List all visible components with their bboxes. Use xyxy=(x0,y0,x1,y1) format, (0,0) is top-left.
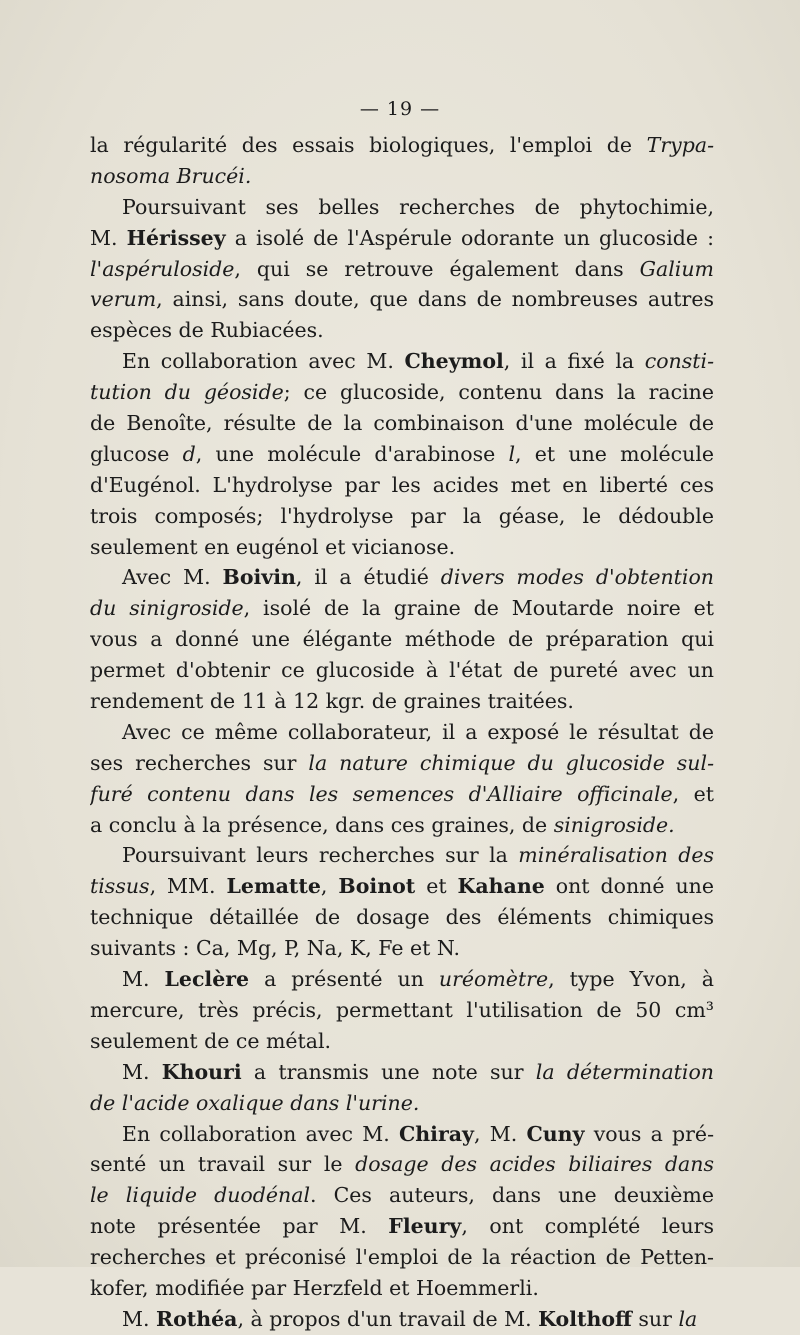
text-segment: . Ces auteurs, dans une deuxième xyxy=(310,1183,714,1208)
bold-name: Kolthoff xyxy=(538,1306,632,1331)
text-line xyxy=(90,1057,714,1088)
text-line xyxy=(90,562,714,593)
italic-segment: la xyxy=(678,1306,698,1331)
text-segment: a présenté un xyxy=(249,967,439,992)
bold-name: Rothéa xyxy=(156,1306,238,1331)
text-line xyxy=(90,192,714,223)
text-segment: , et une molécule xyxy=(515,441,714,466)
bold-name: Lematte xyxy=(226,874,321,899)
text-segment: recherches et préconisé l'emploi de la réaction de Petten- xyxy=(90,1245,714,1270)
text-line xyxy=(90,717,714,748)
text-segment: , il a étudié xyxy=(295,565,441,590)
text-line xyxy=(90,779,714,810)
text-segment: de Benoîte, résulte de la combinaison d'une molécule de xyxy=(90,411,714,436)
text-segment: M. xyxy=(90,225,127,250)
italic-segment: minéralisation des xyxy=(518,843,714,868)
text-segment: ; ce glucoside, contenu dans la racine xyxy=(283,380,714,405)
text-segment: ses recherches sur xyxy=(90,750,309,775)
text-line xyxy=(90,501,714,532)
italic-segment: dosage des acides biliaires dans xyxy=(355,1152,714,1177)
text-line xyxy=(90,284,714,315)
italic-segment: la détermination xyxy=(535,1059,714,1084)
italic-segment: de l'acide oxalique dans l'urine. xyxy=(90,1090,420,1115)
text-line xyxy=(90,532,714,563)
text-line xyxy=(90,871,714,902)
text-line xyxy=(90,346,714,377)
text-line xyxy=(90,470,714,501)
text-line xyxy=(90,1211,714,1242)
bold-name: Hérissey xyxy=(126,225,226,250)
bold-name: Leclère xyxy=(164,967,250,992)
text-line xyxy=(90,161,714,192)
italic-segment: divers modes d'obtention xyxy=(440,565,714,590)
italic-segment: consti- xyxy=(644,349,714,374)
text-segment: vous a pré- xyxy=(584,1121,714,1146)
text-line xyxy=(90,933,714,964)
text-line xyxy=(90,1149,714,1180)
italic-segment: Trypa- xyxy=(646,133,714,157)
text-segment: , il a fixé la xyxy=(503,349,645,374)
text-segment: seulement de ce métal. xyxy=(90,1028,332,1053)
italic-segment: verum xyxy=(90,287,157,312)
text-segment: M. xyxy=(122,1306,157,1331)
bold-name: Cuny xyxy=(526,1121,585,1146)
bold-name: Boivin xyxy=(222,565,296,590)
bold-name: Cheymol xyxy=(404,349,504,374)
text-line xyxy=(90,1119,714,1150)
text-segment: suivants : Ca, Mg, P, Na, K, Fe et N. xyxy=(90,936,461,961)
text-segment: , M. xyxy=(473,1121,527,1146)
text-segment: mercure, très précis, permettant l'utilisation de 50 cm³ xyxy=(90,997,714,1022)
text-line xyxy=(90,995,714,1026)
text-segment: la régularité des essais biologiques, l'emploi de xyxy=(90,133,647,157)
italic-segment: l xyxy=(508,441,516,466)
text-segment: , MM. xyxy=(149,874,227,899)
text-line xyxy=(90,655,714,686)
text-segment: M. xyxy=(122,1059,162,1084)
text-segment: , qui se retrouve également dans xyxy=(234,256,640,281)
text-line xyxy=(90,624,714,655)
text-segment: , et xyxy=(672,781,714,806)
text-segment: note présentée par M. xyxy=(90,1214,389,1239)
text-line xyxy=(90,408,714,439)
text-segment: , une molécule d'arabinose xyxy=(195,441,509,466)
text-segment: , à propos d'un travail de M. xyxy=(237,1306,539,1331)
bold-name: Khouri xyxy=(161,1059,242,1084)
text-segment: , type Yvon, à xyxy=(548,967,714,992)
text-segment: Poursuivant ses belles recherches de phytochimie, xyxy=(122,194,714,219)
text-line xyxy=(90,593,714,624)
text-line xyxy=(90,1180,714,1211)
italic-segment: Galium xyxy=(639,256,714,281)
text-line xyxy=(90,254,714,285)
text-line xyxy=(90,748,714,779)
text-segment: trois composés; l'hydrolyse par la géase, le dédouble xyxy=(90,503,714,528)
page-number: — 19 — xyxy=(359,98,441,120)
italic-segment: sinigroside. xyxy=(553,812,675,837)
text-segment: rendement de 11 à 12 kgr. de graines traitées. xyxy=(90,689,574,714)
text-line xyxy=(90,840,714,871)
italic-segment: tissus xyxy=(90,874,150,899)
body-text xyxy=(90,130,714,1335)
bold-name: Boinot xyxy=(338,874,416,899)
italic-segment: nosoma Brucéi. xyxy=(90,163,252,188)
text-segment: permet d'obtenir ce glucoside à l'état de pureté avec un xyxy=(90,658,714,683)
text-line xyxy=(90,902,714,933)
text-segment: En collaboration avec M. xyxy=(122,349,405,374)
text-segment: vous a donné une élégante méthode de préparation qui xyxy=(90,627,714,652)
text-line xyxy=(90,130,714,161)
text-segment: , xyxy=(320,874,339,899)
text-segment: sur xyxy=(631,1306,679,1331)
text-line xyxy=(90,315,714,346)
text-segment: ont donné une xyxy=(544,874,714,899)
text-line xyxy=(90,1273,714,1304)
italic-segment: le liquide duodénal xyxy=(90,1183,311,1208)
bold-name: Fleury xyxy=(388,1214,462,1239)
italic-segment: la nature chimique du glucoside sul- xyxy=(308,750,714,775)
text-line xyxy=(90,964,714,995)
text-segment: et xyxy=(415,874,458,899)
text-line xyxy=(90,223,714,254)
text-segment: technique détaillée de dosage des éléments chimiques xyxy=(90,905,714,930)
text-segment: senté un travail sur le xyxy=(90,1152,356,1177)
text-line xyxy=(90,1088,714,1119)
text-segment: a isolé de l'Aspérule odorante un glucoside : xyxy=(225,225,714,250)
text-segment: kofer, modifiée par Herzfeld et Hoemmerli. xyxy=(90,1275,539,1300)
text-segment: Avec M. xyxy=(122,565,223,590)
text-segment: a transmis une note sur xyxy=(241,1059,536,1084)
text-segment: , ont complété leurs xyxy=(461,1214,714,1239)
text-segment: , isolé de la graine de Moutarde noire et xyxy=(243,596,714,621)
bold-name: Kahane xyxy=(457,874,545,899)
italic-segment: uréomètre xyxy=(438,967,549,992)
text-line xyxy=(90,439,714,470)
italic-segment: furé contenu dans les semences d'Alliaire officinale xyxy=(90,781,673,806)
italic-segment: du sinigroside xyxy=(90,596,244,621)
text-segment: Avec ce même collaborateur, il a exposé le résultat de xyxy=(122,719,714,744)
text-segment: a conclu à la présence, dans ces graines, de xyxy=(90,812,554,837)
text-segment: glucose xyxy=(90,441,183,466)
bold-name: Chiray xyxy=(398,1121,474,1146)
text-line xyxy=(90,377,714,408)
text-segment: Poursuivant leurs recherches sur la xyxy=(122,843,519,868)
text-line xyxy=(90,1304,714,1335)
italic-segment: l'aspéruloside xyxy=(90,256,235,281)
italic-segment: d xyxy=(182,441,196,466)
text-segment: M. xyxy=(122,967,165,992)
text-segment: seulement en eugénol et vicianose. xyxy=(90,534,456,559)
text-line xyxy=(90,1026,714,1057)
text-segment: espèces de Rubiacées. xyxy=(90,318,324,343)
text-segment: d'Eugénol. L'hydrolyse par les acides met en liberté ces xyxy=(90,472,714,497)
text-segment: , ainsi, sans doute, que dans de nombreuses autres xyxy=(156,287,714,312)
italic-segment: tution du géoside xyxy=(90,380,284,405)
text-line xyxy=(90,810,714,841)
text-segment: En collaboration avec M. xyxy=(122,1121,399,1146)
text-line xyxy=(90,686,714,717)
text-line xyxy=(90,1242,714,1273)
